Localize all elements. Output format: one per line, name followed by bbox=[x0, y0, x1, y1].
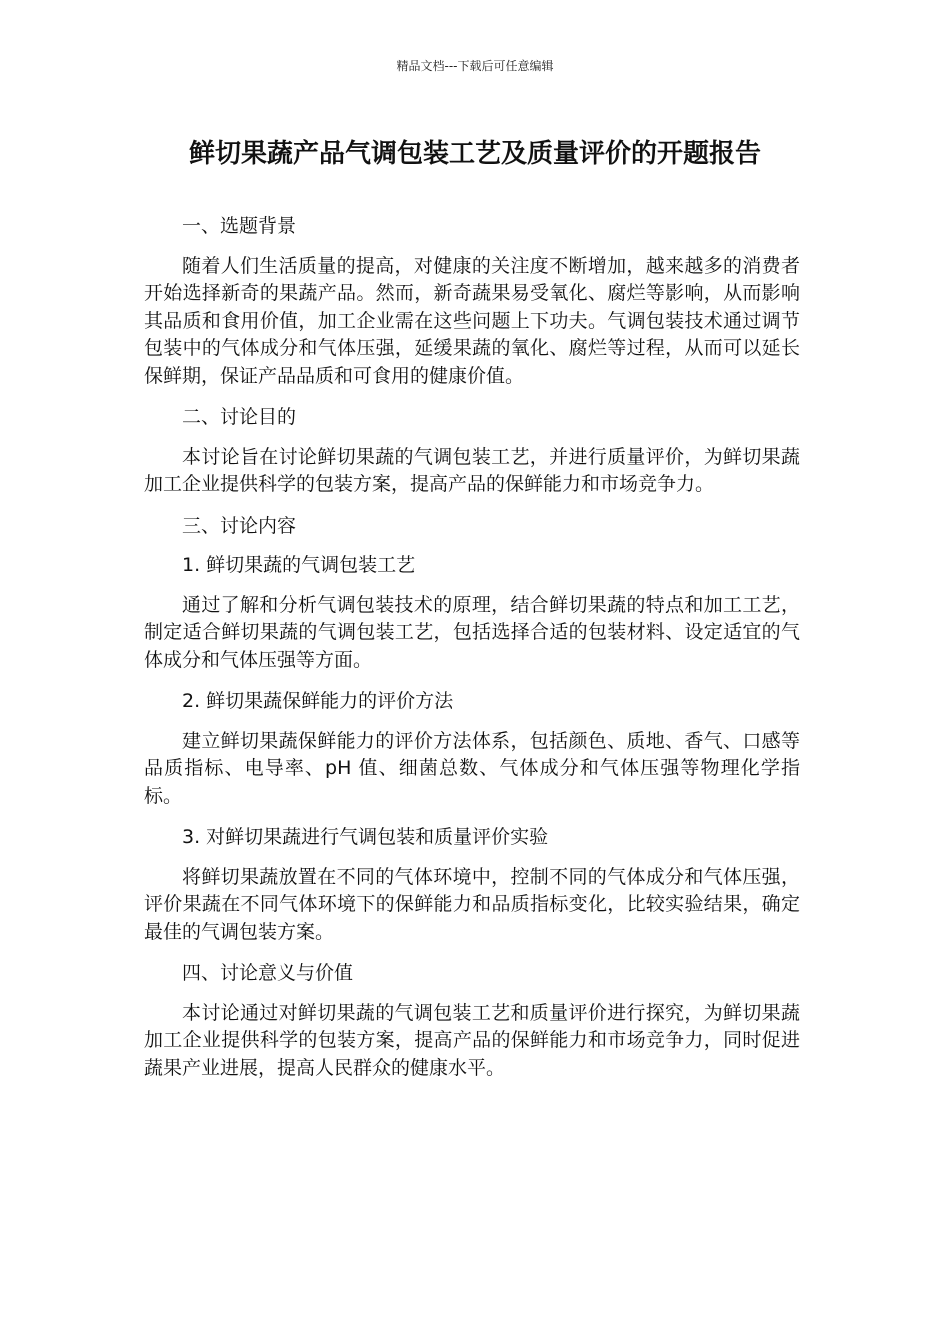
subsection-heading-packaging-process: 1. 鲜切果蔬的气调包装工艺 bbox=[182, 554, 416, 576]
paragraph-evaluation-method: 建立鲜切果蔬保鲜能力的评价方法体系，包括颜色、质地、香气、口感等品质指标、电导率、pH 值、细菌总数、气体成分和气体压强等物理化学指标。 bbox=[144, 729, 800, 807]
paragraph-experiment: 将鲜切果蔬放置在不同的气体环境中，控制不同的气体成分和气体压强，评价果蔬在不同气体环境下的保鲜能力和品质指标变化，比较实验结果，确定最佳的气调包装方案。 bbox=[144, 865, 800, 943]
section-heading-background: 一、选题背景 bbox=[182, 215, 297, 237]
subsection-heading-experiment: 3. 对鲜切果蔬进行气调包装和质量评价实验 bbox=[182, 826, 549, 848]
paragraph-significance: 本讨论通过对鲜切果蔬的气调包装工艺和质量评价进行探究，为鲜切果蔬加工企业提供科学的包装方案，提高产品的保鲜能力和市场竞争力，同时促进蔬果产业进展，提高人民群众的健康水平。 bbox=[144, 1001, 800, 1079]
page-header-note: 精品文档---下载后可任意编辑 bbox=[396, 59, 554, 73]
paragraph-purpose: 本讨论旨在讨论鲜切果蔬的气调包装工艺，并进行质量评价，为鲜切果蔬加工企业提供科学的包装方案，提高产品的保鲜能力和市场竞争力。 bbox=[144, 445, 800, 495]
section-heading-significance: 四、讨论意义与价值 bbox=[182, 962, 354, 984]
section-heading-content: 三、讨论内容 bbox=[182, 514, 297, 537]
section-heading-purpose: 二、讨论目的 bbox=[182, 406, 297, 428]
document-title: 鲜切果蔬产品气调包装工艺及质量评价的开题报告 bbox=[188, 139, 761, 169]
subsection-heading-evaluation-method: 2. 鲜切果蔬保鲜能力的评价方法 bbox=[182, 690, 454, 712]
paragraph-packaging-process: 通过了解和分析气调包装技术的原理，结合鲜切果蔬的特点和加工工艺，制定适合鲜切果蔬的气调包装工艺，包括选择合适的包装材料、设定适宜的气体成分和气体压强等方面。 bbox=[144, 593, 800, 671]
paragraph-background: 随着人们生活质量的提高，对健康的关注度不断增加，越来越多的消费者开始选择新奇的果蔬产品。然而，新奇蔬果易受氧化、腐烂等影响，从而影响其品质和食用价值，加工企业需在这些问题上下功夫。气调包装技术通过调节包装中的气体成分和气体压强，延缓果蔬的氧化、腐烂等过程，从而可以延长保鲜期，保证产品品质和可食用的健康价值。 bbox=[144, 254, 800, 387]
document-body bbox=[144, 213, 800, 1096]
